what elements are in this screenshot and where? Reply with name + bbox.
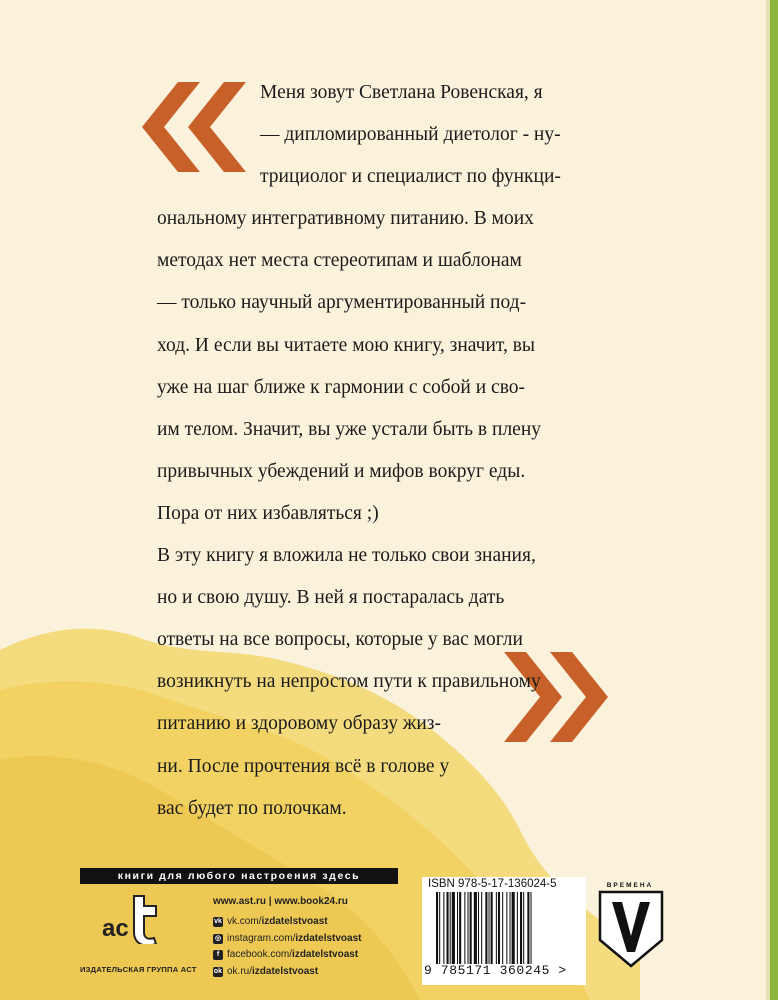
social-prefix: vk.com/ [227,916,262,927]
quote-line: ответы на все вопросы, которые у вас могли [157,629,523,651]
instagram-icon: ◎ [214,934,222,942]
social-handle: izdatelstvoast [261,916,328,927]
social-link-facebook[interactable] [213,947,362,964]
social-prefix: ok.ru/ [227,965,253,977]
quote-line: питанию и здоровому образу жиз- [157,713,441,735]
social-handle: izdatelstvoast [295,932,362,944]
quote-line: ход. И если вы читаете мою книгу, значит, вы [157,334,536,356]
publisher-name: ИЗДАТЕЛЬСКАЯ ГРУППА АСТ [80,965,197,974]
quote-line: им телом. Значит, вы уже устали быть в плену [157,418,542,440]
social-link-ok[interactable] [213,964,362,981]
social-handle: izdatelstvoast [252,965,319,977]
facebook-icon: f [213,950,223,960]
isbn-number: ISBN 978-5-17-136024-5 [428,878,557,890]
vremena-logo-icon [598,890,664,968]
quote-line: Меня зовут Светлана Ровенская, я [260,82,543,103]
ast-logo-icon [100,892,164,944]
quote-line: привычных убеждений и мифов вокруг еды. [157,460,526,482]
vk-icon: vk [214,918,222,926]
social-link-instagram[interactable] [213,931,362,948]
quote-line: возникнуть на непростом пути к правильному [157,671,541,693]
quote-line: но и свою душу. В ней я постаралась дать [157,587,505,609]
author-quote [157,72,609,830]
quote-line: Пора от них избавляться ;) [157,502,379,524]
barcode-icon [436,892,576,964]
quote-line: методах нет места стереотипам и шаблонам [157,250,522,272]
social-handle: izdatelstvoast [292,949,359,960]
quote-line: ни. После прочтения всё в голове у [157,755,450,777]
social-prefix: instagram.com/ [227,932,296,944]
social-link-vk[interactable] [213,914,362,931]
quote-line: ональному интегративному питанию. В моих [157,208,534,230]
quote-line: трициолог и специалист по функци- [260,166,561,188]
social-prefix: facebook.com/ [227,949,293,960]
quote-line: — только научный аргументированный под- [157,292,527,314]
ast-logo-text: ac [102,915,129,942]
tagline-banner: книги для любого настроения здесь [80,868,398,884]
quote-line: — дипломированный диетолог - ну- [260,124,561,146]
quote-line: вас будет по полочкам. [157,797,347,819]
quote-line: уже на шаг ближе к гармонии с собой и сво- [157,376,526,398]
quote-line: В эту книгу я вложила не только свои знания, [157,545,536,567]
imprint-name: ВРЕМЕНА [606,882,654,889]
barcode-digits: 9 785171 360245 > [424,963,567,978]
social-links [213,914,362,980]
odnoklassniki-icon: ok [213,967,223,975]
website-links[interactable]: www.ast.ru | www.book24.ru [213,896,348,907]
